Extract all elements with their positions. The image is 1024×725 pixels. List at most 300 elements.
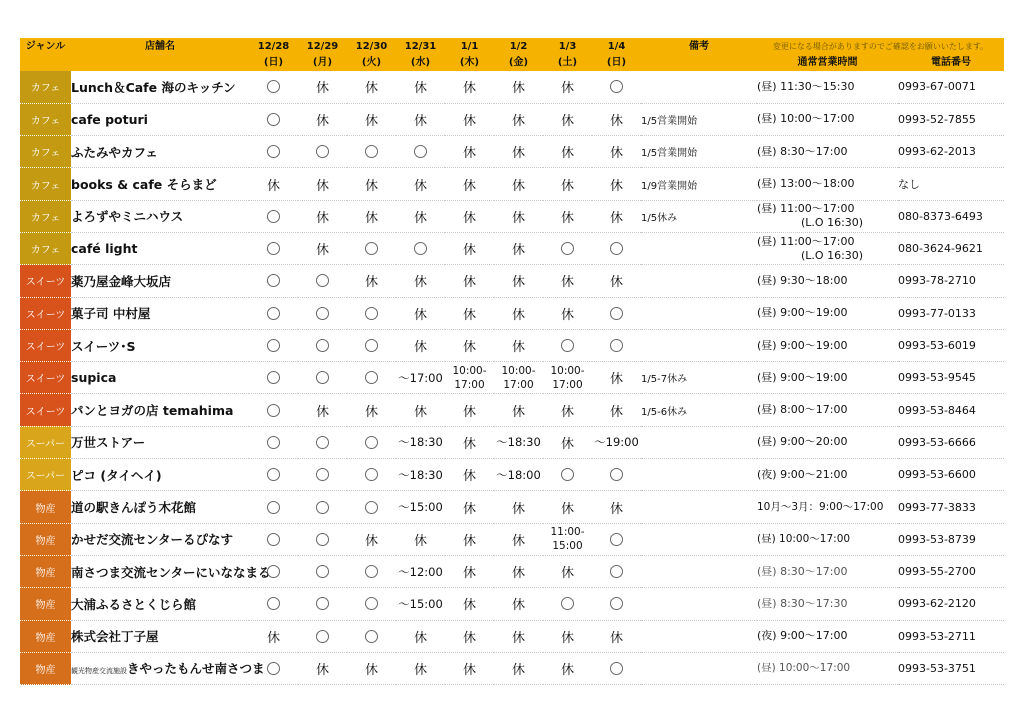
last-order-note: (L.O 16:30)	[801, 216, 864, 230]
genre-badge: カフェ	[20, 200, 71, 232]
day-status	[298, 588, 347, 620]
day-status: 休	[543, 136, 592, 168]
day-status: 休	[543, 555, 592, 587]
day-status: 休	[445, 168, 494, 200]
open-circle-icon	[365, 468, 378, 481]
remark-text: 1/5営業開始	[641, 136, 757, 168]
remark-text	[641, 426, 757, 458]
phone-number: 0993-55-2700	[898, 555, 1004, 587]
day-status: 休	[494, 297, 543, 329]
day-status: 休	[445, 329, 494, 361]
day-status	[347, 329, 396, 361]
open-circle-icon	[267, 242, 280, 255]
store-name: 菓子司 中村屋	[71, 297, 249, 329]
business-hours	[757, 168, 898, 200]
genre-badge: スーパー	[20, 459, 71, 491]
business-hours-main: (昼) 9:00～19:00	[757, 306, 848, 320]
genre-badge: 物産	[20, 652, 71, 684]
open-circle-icon	[316, 145, 329, 158]
day-status: 休	[396, 620, 445, 652]
day-status: 休	[347, 652, 396, 684]
remark-text	[641, 588, 757, 620]
store-name: 南さつま交流センターにいななまる	[71, 555, 249, 587]
day-status: ～17:00	[396, 362, 445, 394]
day-status: 休	[543, 103, 592, 135]
open-circle-icon	[267, 80, 280, 93]
table-row	[20, 652, 1004, 684]
day-header-dow: (月)	[312, 57, 333, 68]
day-status	[592, 588, 641, 620]
day-status: ～15:00	[396, 588, 445, 620]
open-circle-icon	[365, 145, 378, 158]
day-status: ～18:30	[396, 426, 445, 458]
day-status: 休	[494, 168, 543, 200]
day-status: 休	[494, 652, 543, 684]
phone-number: 0993-78-2710	[898, 265, 1004, 297]
business-hours-main: (昼) 9:30～18:00	[757, 273, 848, 287]
genre-badge: カフェ	[20, 136, 71, 168]
day-header-dow: (日)	[606, 57, 627, 68]
business-hours-main: (昼) 9:00～19:00	[757, 370, 848, 384]
header-row-1	[20, 38, 1004, 55]
business-hours-main: (昼) 11:00～17:00	[757, 202, 855, 216]
day-status	[396, 136, 445, 168]
day-status: 休	[249, 168, 298, 200]
day-status: ～19:00	[592, 426, 641, 458]
day-status	[298, 459, 347, 491]
day-status: 休	[396, 523, 445, 555]
business-hours-main: (昼) 9:00～19:00	[757, 338, 848, 352]
open-circle-icon	[610, 80, 623, 93]
store-name: スイーツ･S	[71, 329, 249, 361]
day-status	[249, 329, 298, 361]
day-header-dow: (金)	[508, 57, 529, 68]
open-circle-icon	[316, 274, 329, 287]
day-status: 休	[347, 523, 396, 555]
day-status: 休	[298, 394, 347, 426]
day-status: 休	[396, 652, 445, 684]
phone-number: 0993-53-6600	[898, 459, 1004, 491]
remark-text	[641, 232, 757, 264]
day-status	[592, 555, 641, 587]
phone-number: 0993-53-2711	[898, 620, 1004, 652]
phone-number: 0993-53-6019	[898, 329, 1004, 361]
day-status	[592, 232, 641, 264]
day-status	[298, 362, 347, 394]
open-circle-icon	[316, 565, 329, 578]
open-circle-icon	[414, 145, 427, 158]
table-row	[20, 71, 1004, 103]
genre-badge: カフェ	[20, 103, 71, 135]
table-row	[20, 555, 1004, 587]
phone-number: なし	[898, 168, 1004, 200]
table-body	[20, 71, 1004, 685]
store-name: かせだ交流センターるぴなす	[71, 523, 249, 555]
open-circle-icon	[267, 404, 280, 417]
table-row	[20, 297, 1004, 329]
table-row	[20, 329, 1004, 361]
open-circle-icon	[267, 339, 280, 352]
phone-number: 0993-53-8739	[898, 523, 1004, 555]
day-status	[543, 329, 592, 361]
day-status	[249, 71, 298, 103]
day-header-date: 1/2	[509, 41, 528, 52]
phone-number: 0993-52-7855	[898, 103, 1004, 135]
open-circle-icon	[365, 339, 378, 352]
day-status: 休	[347, 394, 396, 426]
day-status: 休	[445, 652, 494, 684]
genre-badge: スイーツ	[20, 265, 71, 297]
open-circle-icon	[267, 468, 280, 481]
day-header-date: 1/4	[607, 41, 626, 52]
day-header-date: 1/1	[460, 41, 479, 52]
business-hours-main: (昼) 9:00～20:00	[757, 435, 848, 449]
day-status: 休	[445, 232, 494, 264]
day-status	[249, 459, 298, 491]
day-status: 休	[494, 232, 543, 264]
day-status: 休	[396, 297, 445, 329]
open-circle-icon	[610, 597, 623, 610]
open-circle-icon	[561, 339, 574, 352]
day-status	[298, 620, 347, 652]
day-status	[249, 265, 298, 297]
day-status	[249, 136, 298, 168]
genre-badge: カフェ	[20, 71, 71, 103]
store-name: ふたみやカフェ	[71, 136, 249, 168]
open-circle-icon	[267, 597, 280, 610]
day-status: ～18:00	[494, 459, 543, 491]
table-row	[20, 362, 1004, 394]
day-status: 休	[592, 200, 641, 232]
store-name: 万世ストアー	[71, 426, 249, 458]
day-status: 10:00- 17:00	[494, 362, 543, 394]
business-hours	[757, 652, 898, 684]
day-status	[543, 588, 592, 620]
day-status: 休	[396, 329, 445, 361]
remark-text	[641, 620, 757, 652]
business-hours-main: (昼) 11:30～15:30	[757, 79, 855, 93]
phone-number: 0993-53-3751	[898, 652, 1004, 684]
open-circle-icon	[267, 501, 280, 514]
genre-badge: カフェ	[20, 168, 71, 200]
open-circle-icon	[267, 436, 280, 449]
last-order-note: (L.O 16:30)	[801, 248, 864, 262]
table-row	[20, 426, 1004, 458]
day-status: 休	[445, 459, 494, 491]
day-status	[249, 426, 298, 458]
business-hours-main: 10月～3月：9:00～17:00	[757, 501, 884, 513]
day-status	[298, 265, 347, 297]
day-status: 休	[494, 329, 543, 361]
open-circle-icon	[316, 339, 329, 352]
open-circle-icon	[316, 307, 329, 320]
remark-text: 1/5-6休み	[641, 394, 757, 426]
notice-text: 変更になる場合がありますのでご確認をお願いいたします。	[772, 42, 989, 51]
genre-badge: カフェ	[20, 232, 71, 264]
phone-number: 080-3624-9621	[898, 232, 1004, 264]
day-status: 休	[298, 103, 347, 135]
day-status	[592, 523, 641, 555]
open-circle-icon	[267, 662, 280, 675]
store-name-main: きやったもんせ南さつま	[127, 661, 265, 677]
day-status: 休	[592, 265, 641, 297]
day-status: 休	[396, 200, 445, 232]
business-hours	[757, 265, 898, 297]
day-status: 休	[298, 652, 347, 684]
day-status	[249, 297, 298, 329]
day-status: 休	[592, 394, 641, 426]
open-circle-icon	[561, 468, 574, 481]
table-row	[20, 394, 1004, 426]
business-hours-main: (昼) 11:00～17:00	[757, 234, 855, 248]
day-status	[249, 232, 298, 264]
day-status: ～18:30	[396, 459, 445, 491]
open-circle-icon	[610, 533, 623, 546]
open-circle-icon	[365, 565, 378, 578]
genre-badge: スイーツ	[20, 297, 71, 329]
store-name: café light	[71, 232, 249, 264]
day-status: 休	[494, 620, 543, 652]
day-status	[543, 459, 592, 491]
day-status: 休	[396, 103, 445, 135]
open-circle-icon	[316, 533, 329, 546]
store-name: パンとヨガの店 temahima	[71, 394, 249, 426]
day-status: ～15:00	[396, 491, 445, 523]
day-status: 休	[445, 297, 494, 329]
store-name: books & cafe そらまど	[71, 168, 249, 200]
table-row	[20, 523, 1004, 555]
day-status	[249, 491, 298, 523]
phone-number: 0993-62-2120	[898, 588, 1004, 620]
day-status: 休	[543, 71, 592, 103]
day-status: 休	[592, 491, 641, 523]
day-status: ～18:30	[494, 426, 543, 458]
day-status: 休	[494, 71, 543, 103]
remarks-header: 備考	[689, 41, 709, 52]
open-circle-icon	[316, 501, 329, 514]
business-hours-main: (昼) 8:30～17:00	[757, 564, 848, 578]
open-circle-icon	[316, 630, 329, 643]
open-circle-icon	[316, 597, 329, 610]
day-status: 休	[543, 168, 592, 200]
day-header-date: 12/28	[257, 41, 290, 52]
day-status	[347, 297, 396, 329]
open-circle-icon	[316, 371, 329, 384]
day-status: 休	[592, 362, 641, 394]
open-circle-icon	[316, 436, 329, 449]
day-status	[298, 523, 347, 555]
day-status: 休	[445, 71, 494, 103]
day-status	[592, 329, 641, 361]
day-header-dow: (日)	[263, 57, 284, 68]
day-status: 休	[396, 71, 445, 103]
open-circle-icon	[267, 210, 280, 223]
day-status: 休	[298, 168, 347, 200]
day-status: 休	[494, 491, 543, 523]
phone-header: 電話番号	[931, 57, 971, 68]
business-hours-main: (昼) 10:00～17:00	[757, 112, 855, 126]
store-name: 道の駅きんぽう木花館	[71, 491, 249, 523]
store-name: Lunch＆Cafe 海のキッチン	[71, 71, 249, 103]
table-row	[20, 136, 1004, 168]
remark-text	[641, 491, 757, 523]
business-hours-main: (夜) 9:00～21:00	[757, 467, 848, 481]
table-row	[20, 265, 1004, 297]
phone-number: 080-8373-6493	[898, 200, 1004, 232]
phone-number: 0993-53-6666	[898, 426, 1004, 458]
day-status	[347, 232, 396, 264]
day-status	[347, 362, 396, 394]
day-status	[347, 588, 396, 620]
table-row	[20, 103, 1004, 135]
day-status	[298, 136, 347, 168]
open-circle-icon	[267, 145, 280, 158]
day-status	[592, 652, 641, 684]
business-hours	[757, 103, 898, 135]
day-status: 10:00- 17:00	[445, 362, 494, 394]
phone-number: 0993-77-0133	[898, 297, 1004, 329]
business-hours-main: (夜) 9:00～17:00	[757, 629, 848, 643]
open-circle-icon	[365, 242, 378, 255]
genre-header: ジャンル	[25, 41, 66, 52]
day-status: 10:00- 17:00	[543, 362, 592, 394]
day-status: 休	[592, 136, 641, 168]
business-hours-main: (昼) 8:30～17:00	[757, 144, 848, 158]
day-status: 休	[543, 652, 592, 684]
phone-number: 0993-62-2013	[898, 136, 1004, 168]
genre-badge: 物産	[20, 555, 71, 587]
open-circle-icon	[267, 565, 280, 578]
day-status: 休	[543, 620, 592, 652]
day-status: 休	[396, 394, 445, 426]
open-circle-icon	[365, 597, 378, 610]
day-header-dow: (土)	[557, 57, 578, 68]
day-status: 休	[592, 620, 641, 652]
genre-badge: 物産	[20, 620, 71, 652]
store-name: よろずやミニハウス	[71, 200, 249, 232]
day-status: 休	[494, 523, 543, 555]
day-status	[347, 491, 396, 523]
day-status: 休	[445, 523, 494, 555]
business-hours	[757, 232, 898, 264]
day-status	[347, 555, 396, 587]
store-name: ピコ (タイヘイ)	[71, 459, 249, 491]
day-status: 休	[445, 491, 494, 523]
day-status: 休	[494, 136, 543, 168]
business-hours	[757, 459, 898, 491]
genre-badge: 物産	[20, 588, 71, 620]
open-circle-icon	[365, 371, 378, 384]
day-status: 休	[494, 588, 543, 620]
day-status	[347, 459, 396, 491]
business-hours	[757, 588, 898, 620]
remark-text: 1/5営業開始	[641, 103, 757, 135]
day-status	[543, 232, 592, 264]
day-status	[347, 426, 396, 458]
genre-badge: 物産	[20, 523, 71, 555]
remark-text	[641, 329, 757, 361]
day-status: 休	[543, 265, 592, 297]
day-status	[347, 136, 396, 168]
day-status: 休	[543, 426, 592, 458]
day-status: 休	[298, 71, 347, 103]
day-status	[249, 588, 298, 620]
open-circle-icon	[610, 565, 623, 578]
business-hours-main: (昼) 8:30～17:30	[757, 596, 848, 610]
day-status	[347, 620, 396, 652]
day-status: ～12:00	[396, 555, 445, 587]
open-circle-icon	[610, 339, 623, 352]
open-circle-icon	[365, 436, 378, 449]
business-hours	[757, 297, 898, 329]
open-circle-icon	[267, 371, 280, 384]
day-status: 休	[298, 232, 347, 264]
day-status	[592, 459, 641, 491]
day-status: 休	[445, 394, 494, 426]
business-hours-main: (昼) 8:00～17:00	[757, 403, 848, 417]
day-status: 休	[347, 265, 396, 297]
business-hours	[757, 329, 898, 361]
day-status: 休	[494, 200, 543, 232]
open-circle-icon	[561, 597, 574, 610]
day-status	[396, 232, 445, 264]
table-row	[20, 459, 1004, 491]
open-circle-icon	[610, 468, 623, 481]
genre-badge: スイーツ	[20, 362, 71, 394]
day-status: 休	[445, 588, 494, 620]
remark-text	[641, 71, 757, 103]
business-hours	[757, 523, 898, 555]
day-status: 休	[396, 265, 445, 297]
phone-number: 0993-53-9545	[898, 362, 1004, 394]
day-header-date: 12/30	[355, 41, 388, 52]
day-status: 休	[445, 426, 494, 458]
table-header	[20, 38, 1004, 71]
open-circle-icon	[365, 307, 378, 320]
phone-number: 0993-53-8464	[898, 394, 1004, 426]
day-status	[592, 71, 641, 103]
day-status: 休	[494, 265, 543, 297]
table-row	[20, 200, 1004, 232]
business-hours-main: (昼) 10:00～17:00	[757, 662, 851, 675]
day-status	[298, 297, 347, 329]
remark-text: 1/5休み	[641, 200, 757, 232]
day-status: 休	[543, 200, 592, 232]
open-circle-icon	[561, 242, 574, 255]
remark-text: 1/9営業開始	[641, 168, 757, 200]
day-status	[249, 200, 298, 232]
table-row	[20, 491, 1004, 523]
phone-number: 0993-67-0071	[898, 71, 1004, 103]
open-circle-icon	[267, 307, 280, 320]
phone-number: 0993-77-3833	[898, 491, 1004, 523]
day-status: 休	[298, 200, 347, 232]
remark-text	[641, 652, 757, 684]
business-hours	[757, 394, 898, 426]
table-row	[20, 588, 1004, 620]
day-status: 休	[592, 168, 641, 200]
day-status	[249, 523, 298, 555]
day-status: 休	[445, 555, 494, 587]
open-circle-icon	[610, 242, 623, 255]
day-status: 休	[445, 265, 494, 297]
day-status: 休	[445, 200, 494, 232]
business-hours-main: (昼) 10:00～17:00	[757, 533, 851, 546]
store-name: 薬乃屋金峰大坂店	[71, 265, 249, 297]
open-circle-icon	[414, 242, 427, 255]
day-header-date: 1/3	[558, 41, 577, 52]
day-header-date: 12/29	[306, 41, 339, 52]
